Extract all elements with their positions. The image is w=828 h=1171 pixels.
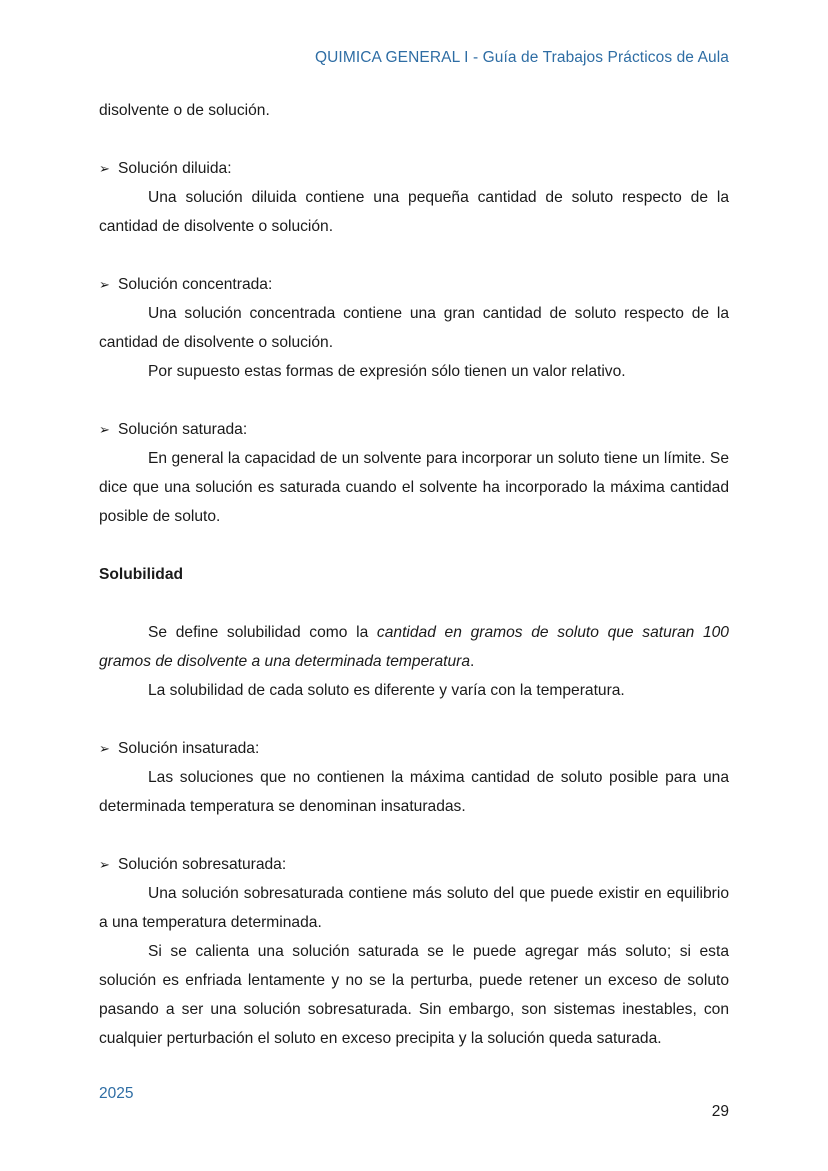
document-body bbox=[99, 96, 729, 1053]
intro-tail: disolvente o de solución. bbox=[99, 102, 270, 119]
text2-sobresaturada: Si se calienta una solución saturada se le puede agregar más soluto; si esta solución es enfriada lentamente y no se la perturba, puede retener un exceso de soluto pasando a ser una solución sobresaturada. Sin embargo, son sistemas inestables, con cualquier perturbación el soluto en exceso precipita y la solución queda saturada. bbox=[99, 943, 729, 1047]
note-solubilidad: La solubilidad de cada soluto es diferente y varía con la temperatura. bbox=[148, 682, 625, 699]
label-diluida: Solución diluida: bbox=[118, 160, 232, 177]
label-concentrada: Solución concentrada: bbox=[118, 276, 273, 293]
text-saturada: En general la capacidad de un solvente para incorporar un soluto tiene un límite. Se dice que una solución es saturada cuando el solvente ha incorporado la máxima cantidad posible de soluto. bbox=[99, 450, 729, 525]
footer-year: 2025 bbox=[99, 1085, 134, 1102]
def-end: . bbox=[470, 653, 475, 670]
heading-solubilidad: Solubilidad bbox=[99, 566, 184, 583]
text-concentrada: Una solución concentrada contiene una gran cantidad de soluto respecto de la cantidad de disolvente o solución. bbox=[99, 305, 729, 351]
note-concentrada: Por supuesto estas formas de expresión sólo tienen un valor relativo. bbox=[148, 363, 626, 380]
bullet-concentrada bbox=[99, 270, 729, 299]
bullet-diluida bbox=[99, 154, 729, 183]
bullet-arrow-icon: ➢ bbox=[99, 161, 110, 176]
text-diluida: Una solución diluida contiene una pequeña cantidad de soluto respecto de la cantidad de disolvente o solución. bbox=[99, 189, 729, 235]
def-italic: cantidad en gramos de soluto que saturan 100 gramos de disolvente a una determinada temperatura bbox=[99, 624, 729, 670]
label-insaturada: Solución insaturada: bbox=[118, 740, 260, 757]
page-number: 29 bbox=[711, 1103, 729, 1120]
text-sobresaturada: Una solución sobresaturada contiene más soluto del que puede existir en equilibrio a una temperatura determinada. bbox=[99, 885, 729, 931]
bullet-insaturada bbox=[99, 734, 729, 763]
bullet-arrow-icon: ➢ bbox=[99, 857, 110, 872]
bullet-arrow-icon: ➢ bbox=[99, 422, 110, 437]
bullet-arrow-icon: ➢ bbox=[99, 277, 110, 292]
def-start: Se define solubilidad como la bbox=[148, 624, 377, 641]
bullet-sobresaturada bbox=[99, 850, 729, 879]
bullet-arrow-icon: ➢ bbox=[99, 741, 110, 756]
label-sobresaturada: Solución sobresaturada: bbox=[118, 856, 287, 873]
bullet-saturada bbox=[99, 415, 729, 444]
label-saturada: Solución saturada: bbox=[118, 421, 248, 438]
text-insaturada: Las soluciones que no contienen la máxima cantidad de soluto posible para una determinada temperatura se denominan insaturadas. bbox=[99, 769, 729, 815]
header-title: QUIMICA GENERAL I - Guía de Trabajos Prácticos de Aula bbox=[314, 49, 729, 66]
definition-solubilidad bbox=[99, 618, 729, 676]
